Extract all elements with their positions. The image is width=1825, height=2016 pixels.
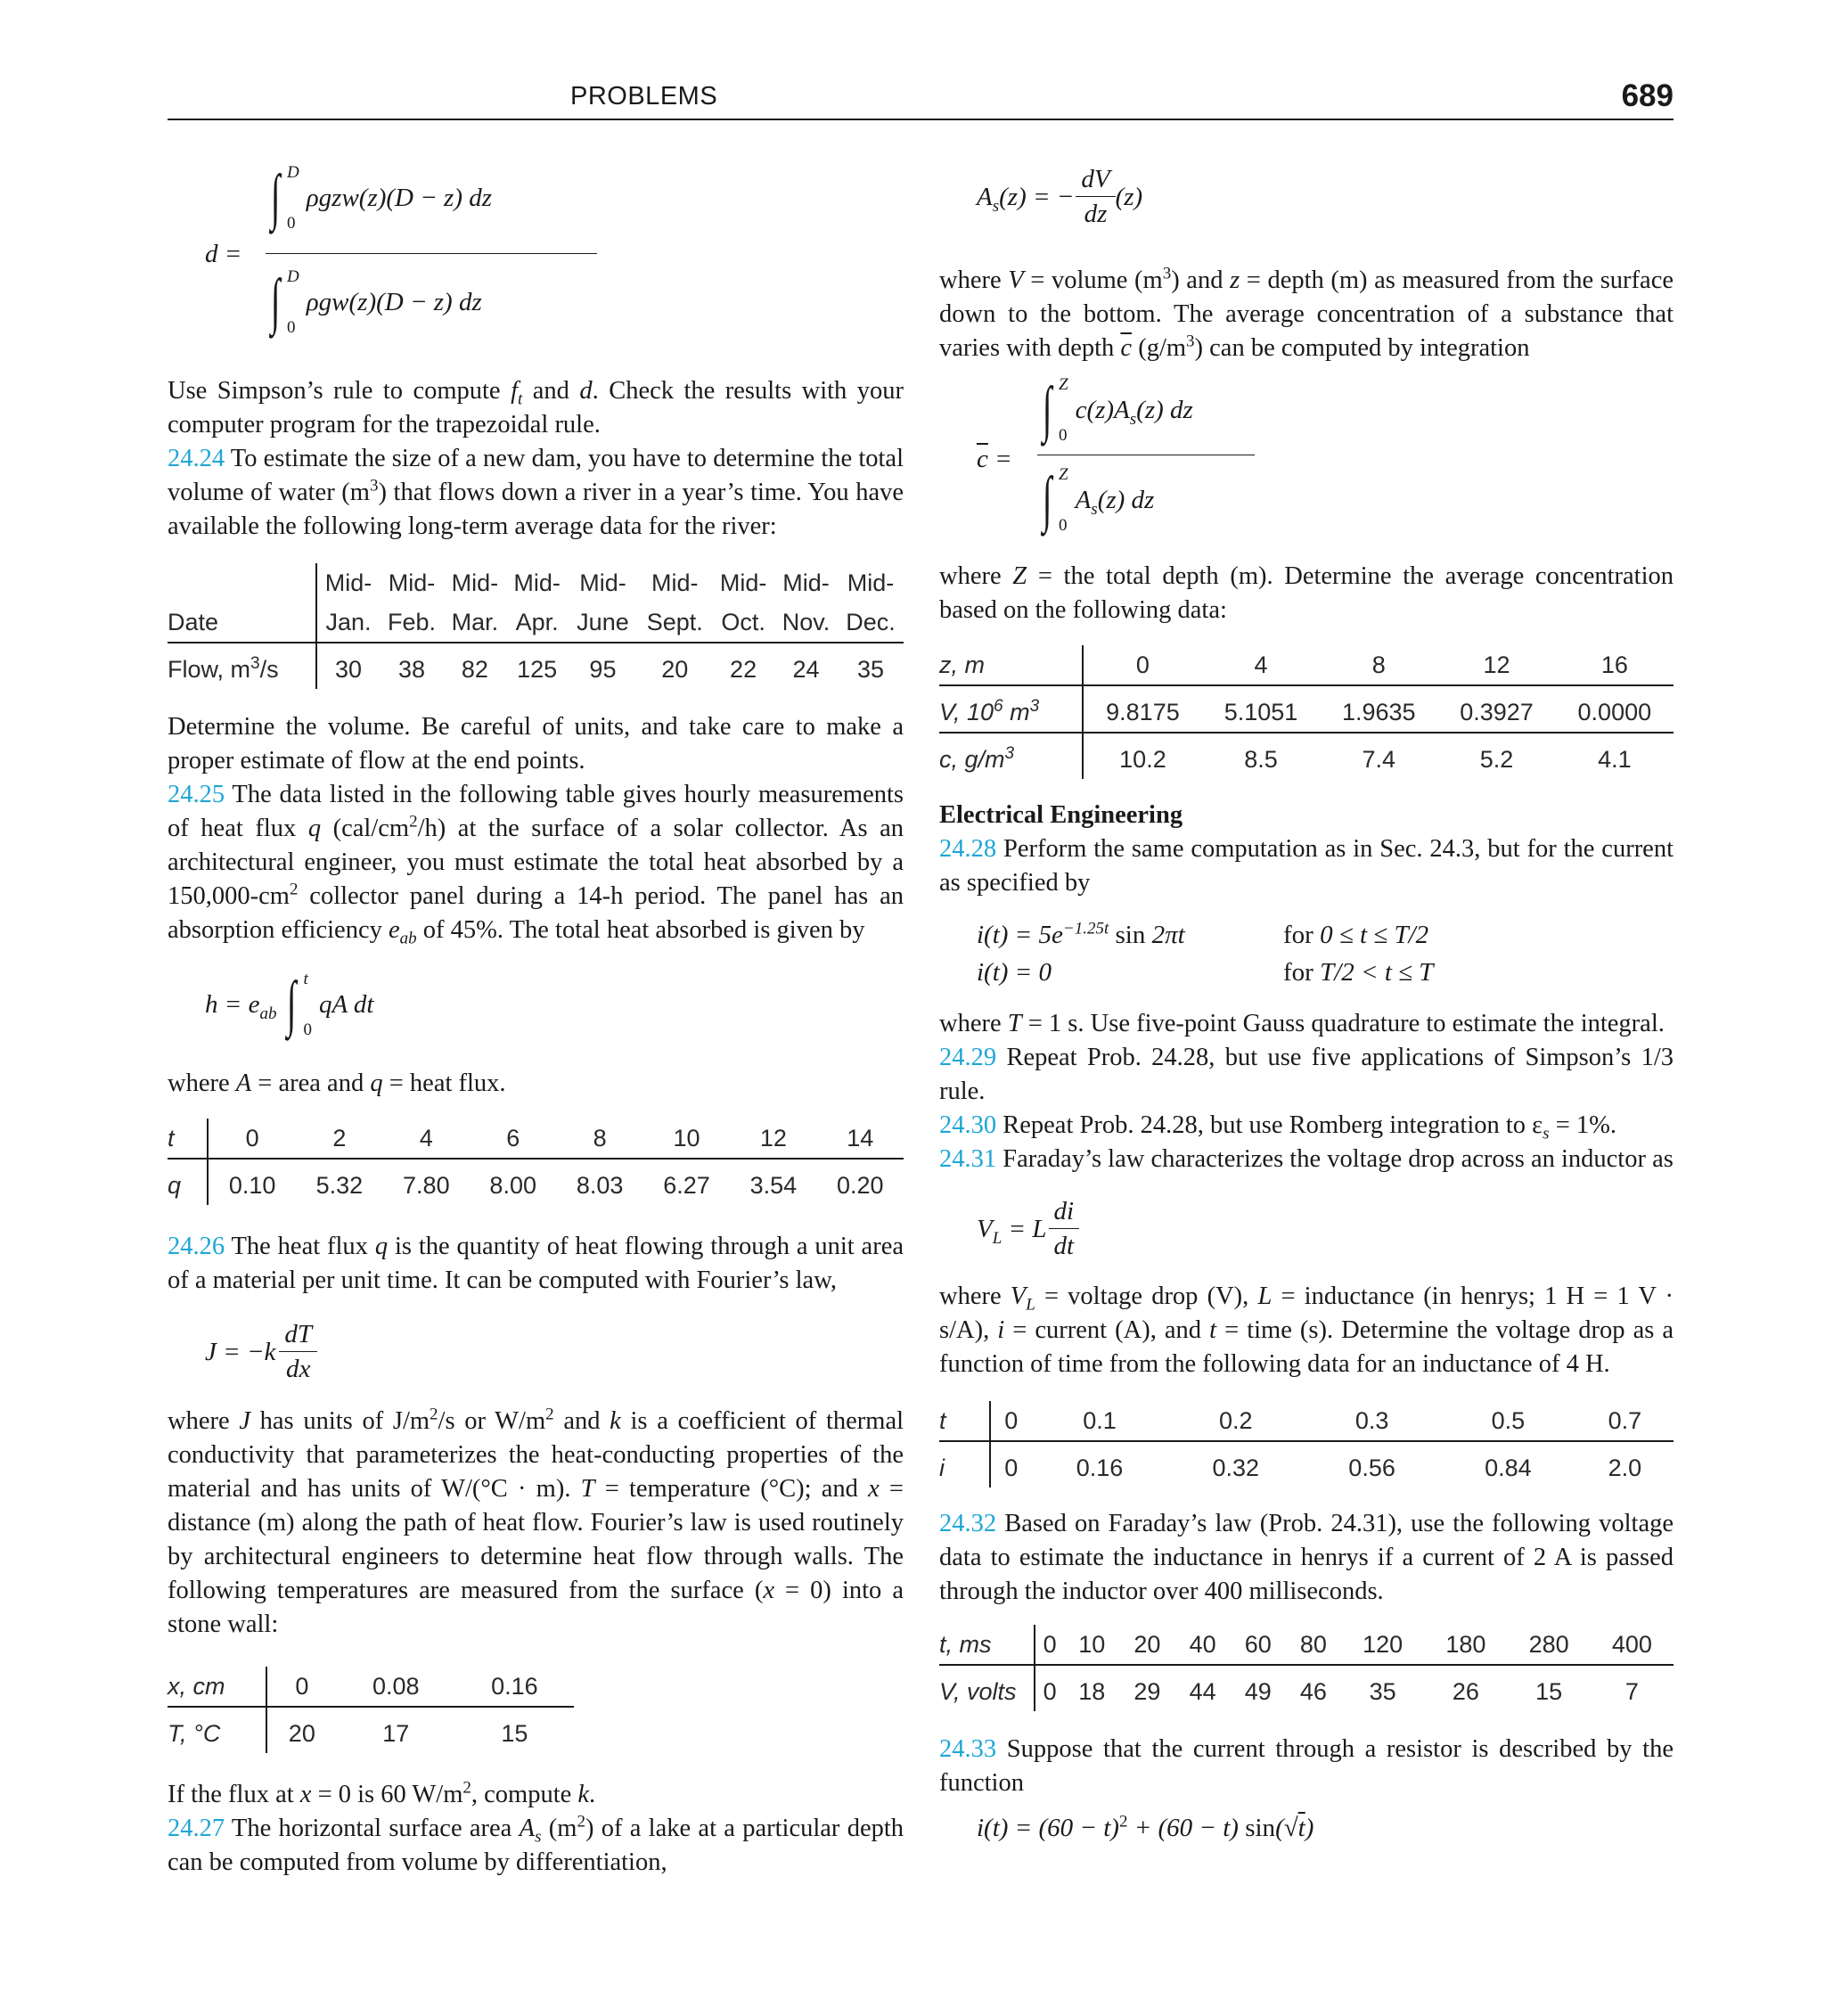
page-number: 689	[1621, 78, 1674, 113]
problem-number: 24.26	[168, 1233, 225, 1260]
problem-number: 24.25	[168, 781, 225, 808]
paragraph: 24.33 Suppose that the current through a resistor is described by the function	[939, 1735, 1674, 1797]
wall-temperature-table: x, cm 0 0.08 0.16 T, °C 20 17 15	[168, 1667, 574, 1753]
problem-number: 24.30	[939, 1111, 997, 1139]
paragraph: If the flux at x = 0 is 60 $W/m^2$, compute k. 24.27 The horizontal surface area $A_s$ $(m^2)$ of a lake at a particular depth can be computed from volume by differentiation,	[168, 1778, 904, 1876]
equation-current: $i(t) = 5e^{-1.25t}$ sin 2πt for 0 ≤ t ≤ T/2 i(t) = 0 for T/2 < t ≤ T	[977, 919, 1434, 987]
paragraph: 24.32 Based on Faraday’s law (Prob. 24.31), use the following voltage data to estimate the inductance in henrys if a current of 2 A is passed through the inductor over 400 milliseconds.	[939, 1510, 1674, 1605]
paragraph: Determine the volume. Be careful of units, and take care to make a proper estimate of flow at the end points. 24.25 The data listed in the following table gives hourly measurements of heat flux q $(cal/cm^2/h)$ at the surface of a solar collector. As an architectural engineer, you must estimate the total heat absorbed by a $150,000-cm^2$ collector panel during a 14-h period. The panel has an absorption efficiency $e_{ab}$ of 45%. The total heat absorbed is given by	[168, 713, 904, 948]
problem-number: 24.29	[939, 1044, 997, 1071]
equation-faraday: $V_L = L$ $\frac{di}{dt}$	[939, 1189, 1674, 1274]
lake-data-table: z, m 0 4 8 12 16 V, $10^6$ $m^3$ 9.8175 5.1051 1.9635 0.3927 0.0000 c, $g/m^3$ 10.2 8.5 7.4 5.2 4.1	[939, 645, 1674, 779]
equation-fourier: J = −k $\frac{dT}{dx}$	[168, 1308, 904, 1397]
voltage-data-table: t, ms 0 10 20 40 60 80 120 180 280 400 V, volts 0 18 29 44 49 46 35 26 15 7	[939, 1625, 1674, 1711]
problem-number: 24.27	[168, 1815, 225, 1842]
header-rule	[168, 119, 1674, 120]
heat-flux-table: t 0 2 4 6 8 10 12 14 q 0.10 5.32 7.80 8.00 8.03 6.27 3.54 0.20	[168, 1119, 904, 1205]
problem-number: 24.28	[939, 835, 997, 863]
paragraph: where V = volume $(m^3)$ and z = depth (m) as measured from the surface down to the bottom. The average concentration of a substance that varies with depth $\overline{c}$ $(g/m^3)$ can be computed by integration	[939, 264, 1674, 362]
problem-number: 24.33	[939, 1735, 997, 1763]
inductor-current-table: t 0 0.1 0.2 0.3 0.5 0.7 i 0 0.16 0.32 0.56 0.84 2.0	[939, 1401, 1674, 1487]
paragraph: where A = area and q = heat flux.	[168, 1069, 506, 1097]
paragraph: Use Simpson’s rule to compute $f_t$ and d. Check the results with your computer program for the trapezoidal rule. 24.24 To estimate the size of a new dam, you have to determine the total volume of water $(m^3)$ that flows down a river in a year’s time. You have available the following long-term average data for the river:	[168, 377, 904, 540]
paragraph: where J has units of $J/m^2/s$ or $W/m^2$ and k is a coefficient of thermal conductivity that parameterizes the heat-conducting properties of the material and has units of W/(°C · m). T = temperature (°C); and x = distance (m) along the path of heat flow. Fourier’s law is used routinely by architectural engineers to determine heat flow through walls. The following temperatures are measured from the surface (x = 0) into a stone wall:	[168, 1405, 904, 1638]
equation-resistor-current: $i(t) = (60 - t)^2 + (60 - t)$ sin(√t)	[977, 1812, 1314, 1842]
paragraph: where $V_L$ = voltage drop (V), L = inductance (in henrys; 1 H = 1 V · s/A), i = current (A), and t = time (s). Determine the voltage drop as a function of time from the following data for an inductance of 4 H.	[939, 1283, 1674, 1378]
problem-number: 24.24	[168, 445, 225, 472]
paragraph: where Z = the total depth (m). Determine the average concentration based on the following data:	[939, 562, 1674, 624]
left-column	[168, 134, 904, 1880]
river-flow-table: Mid- Mid- Mid- Mid- Mid- Mid- Mid- Mid- Mid- Date Jan. Feb. Mar. Apr. June Sept. Oct. Nov. Dec. Flow, $m^3/s$ 30 38 82 125 95 20 22 24 35	[168, 563, 904, 689]
equation-cbar: $\overline{c}$ = ∫ Z 0 $c(z)A_s(z)$ dz ∫ Z 0 $A_s(z)$ dz	[939, 371, 1674, 549]
equation-d: d = ∫ D 0 ρgzw(z)(D − z) dz ∫ D 0 ρgw(z)(D − z) dz	[168, 157, 904, 362]
paragraph: where T = 1 s. Use five-point Gauss quadrature to estimate the integral. 24.29 Repeat Prob. 24.28, but use five applications of Simpson’s 1/3 rule. 24.30 Repeat Prob. 24.28, but use Romberg integration to $\varepsilon_s = 1\%$. 24.31 Faraday’s law characterizes the voltage drop across an inductor as	[939, 1010, 1674, 1173]
running-header: PROBLEMS	[570, 82, 718, 111]
equation-As: $A_s(z)$ = − $\frac{dV}{dz}$ (z)	[939, 162, 1674, 260]
problem-number: 24.31	[939, 1145, 997, 1173]
paragraph: 24.26 The heat flux q is the quantity of heat flowing through a unit area of a material per unit time. It can be computed with Fourier’s law,	[168, 1233, 904, 1294]
equation-h: $h = e_{ab}$ ∫ t 0 qA dt	[205, 970, 374, 1039]
section-heading: Electrical Engineering	[939, 801, 1183, 829]
problem-number: 24.32	[939, 1510, 997, 1537]
paragraph: 24.28 Perform the same computation as in Sec. 24.3, but for the current as specified by	[939, 835, 1674, 897]
right-column	[939, 134, 1674, 1856]
